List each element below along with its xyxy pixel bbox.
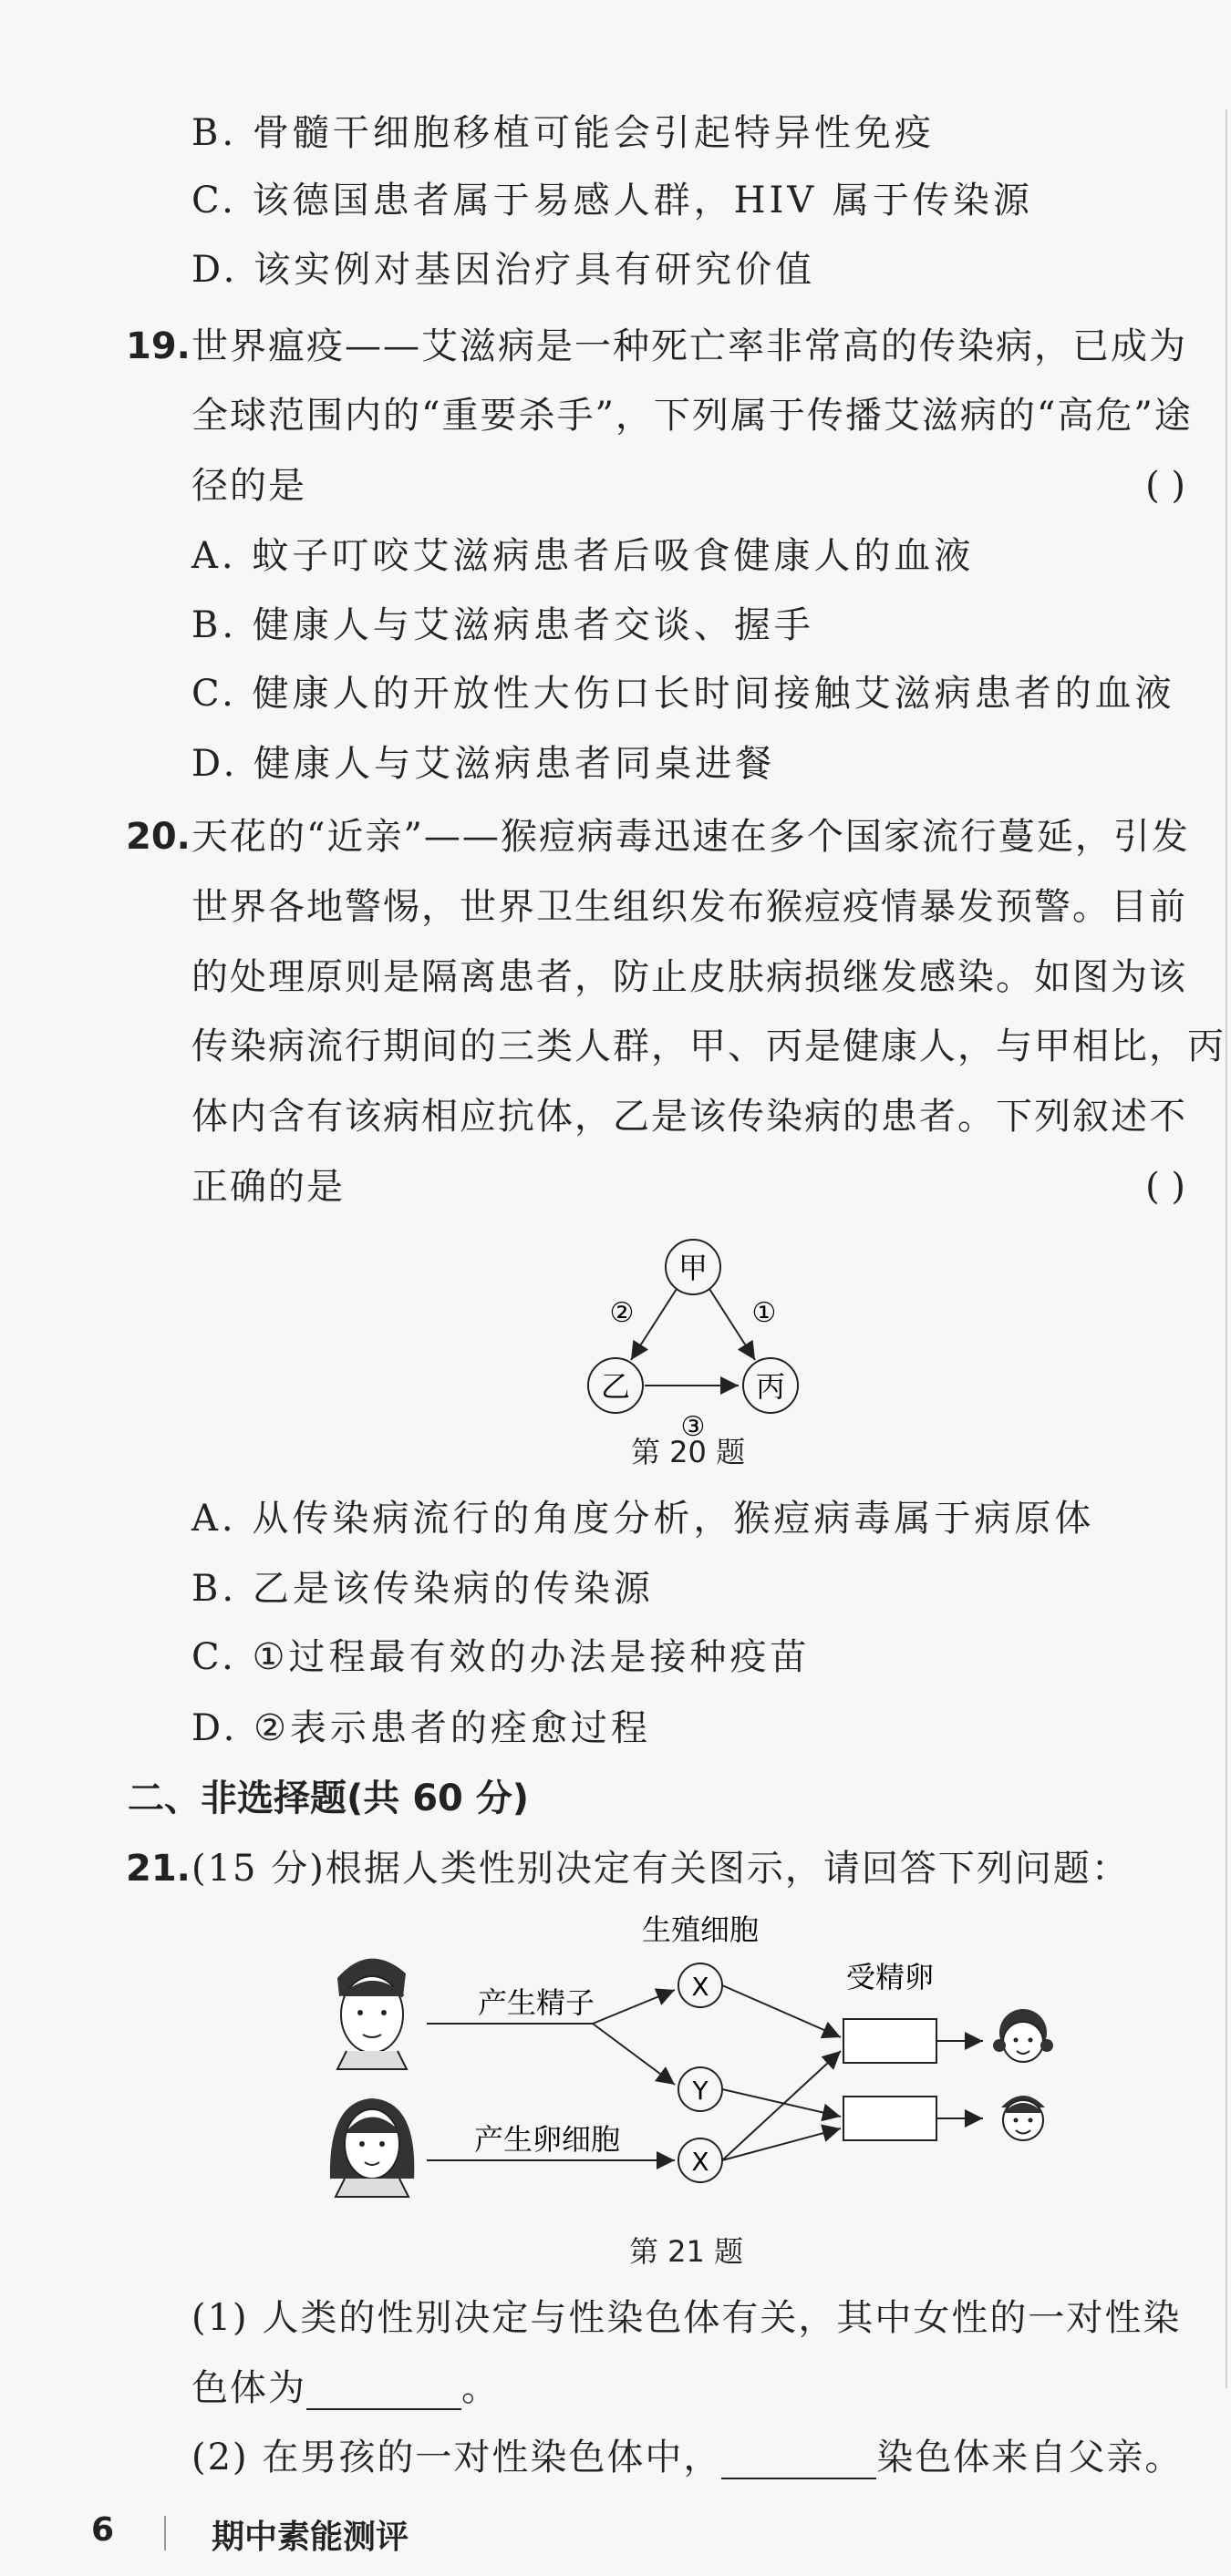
girl-icon xyxy=(993,2009,1053,2062)
q20-stem-line-2: 世界各地警惕，世界卫生组织发布猴痘疫情暴发预警。目前 xyxy=(191,886,1187,928)
q21-caption: 第 21 题 xyxy=(629,2234,744,2269)
q21-sub2-answer-blank[interactable] xyxy=(721,2441,876,2479)
q20-answer-paren: ( ) xyxy=(1145,1166,1185,1208)
q21-stem: (15 分)根据人类性别决定有关图示，请回答下列问题： xyxy=(191,1848,1130,1890)
q20-stem-line-4: 传染病流行期间的三类人群，甲、丙是健康人，与甲相比，丙 xyxy=(191,1025,1226,1067)
q20-option-d: D. ②表示患者的痊愈过程 xyxy=(191,1707,651,1749)
q20-stem-line-6: 正确的是 xyxy=(191,1166,345,1208)
q21-sub2-text-end: 染色体来自父亲。 xyxy=(876,2437,1184,2478)
footer-separator xyxy=(164,2516,166,2550)
fertilized-egg-label: 受精卵 xyxy=(845,1960,935,1994)
q19-option-c: C. 健康人的开放性大伤口长时间接触艾滋病患者的血液 xyxy=(191,673,1175,715)
q21-sub1-answer-blank[interactable] xyxy=(306,2372,461,2410)
sperm-production-label: 产生精子 xyxy=(477,1985,595,2020)
q21-sub1-line-2-end: 。 xyxy=(461,2367,500,2409)
page-number: 6 xyxy=(91,2511,115,2549)
q20-option-a: A. 从传染病流行的角度分析，猴痘病毒属于病原体 xyxy=(191,1498,1095,1540)
gametes-label: 生殖细胞 xyxy=(641,1912,760,1947)
q20-diagram xyxy=(565,1231,821,1458)
q19-stem-line-3: 径的是 xyxy=(191,465,306,507)
q20-stem-line-1: 天花的“近亲”——猴痘病毒迅速在多个国家流行蔓延，引发 xyxy=(191,816,1190,858)
node-yi-label: 乙 xyxy=(600,1369,631,1404)
fertilized-egg-box-2 xyxy=(843,2097,936,2140)
q19-answer-paren: ( ) xyxy=(1145,465,1185,507)
q20-option-c: C. ①过程最有效的办法是接种疫苗 xyxy=(191,1636,811,1678)
q18-option-d: D. 该实例对基因治疗具有研究价值 xyxy=(191,249,816,291)
q21-sub1-line-2 xyxy=(191,2363,500,2414)
q21-sub1-line-1: (1) 人类的性别决定与性染色体有关，其中女性的一对性染 xyxy=(191,2297,1182,2339)
arrow-xsperm-to-box1 xyxy=(722,1985,841,2037)
arrow-jia-to-bing xyxy=(709,1289,755,1360)
q20-number: 20. xyxy=(126,816,191,858)
arrow-label-1: ① xyxy=(751,1297,777,1329)
arrow-to-y-sperm xyxy=(593,2024,675,2085)
q19-number: 19. xyxy=(126,325,191,367)
q20-caption: 第 20 题 xyxy=(631,1435,746,1469)
arrow-jia-to-yi xyxy=(631,1289,677,1360)
section-heading-nonchoice: 二、非选择题(共 60 分) xyxy=(128,1777,530,1819)
q21-sub1-line-2-text: 色体为 xyxy=(191,2367,306,2409)
fertilized-egg-box-1 xyxy=(843,2019,936,2063)
footer-title: 期中素能测评 xyxy=(212,2519,409,2556)
arrow-ysperm-to-box2 xyxy=(722,2089,841,2117)
father-icon xyxy=(337,1959,407,2069)
arrow-label-2: ② xyxy=(609,1297,635,1329)
q19-option-a: A. 蚊子叮咬艾滋病患者后吸食健康人的血液 xyxy=(191,535,975,577)
q21-diagram xyxy=(319,1905,1094,2242)
q19-stem-line-1: 世界瘟疫——艾滋病是一种死亡率非常高的传染病，已成为 xyxy=(191,325,1187,367)
egg-production-label: 产生卵细胞 xyxy=(473,2122,621,2157)
q19-stem-line-2: 全球范围内的“重要杀手”，下列属于传播艾滋病的“高危”途 xyxy=(191,395,1193,437)
boy-icon xyxy=(1001,2096,1045,2140)
gamete-y-sperm-label: Y xyxy=(692,2076,709,2106)
node-jia-label: 甲 xyxy=(678,1251,709,1285)
q19-option-b: B. 健康人与艾滋病患者交谈、握手 xyxy=(191,604,814,646)
mother-icon xyxy=(330,2098,414,2197)
q18-option-c: C. 该德国患者属于易感人群，HIV 属于传染源 xyxy=(191,180,1033,222)
q20-stem-line-3: 的处理原则是隔离患者，防止皮肤病损继发感染。如图为该 xyxy=(191,956,1187,998)
q21-number: 21. xyxy=(126,1848,191,1890)
gamete-x-sperm-label: X xyxy=(691,1972,709,2002)
q20-option-b: B. 乙是该传染病的传染源 xyxy=(191,1568,654,1610)
gamete-x-egg-label: X xyxy=(691,2147,709,2177)
node-bing-label: 丙 xyxy=(755,1369,786,1404)
q18-option-b: B. 骨髓干细胞移植可能会引起特异性免疫 xyxy=(191,112,935,154)
q21-sub2-text: (2) 在男孩的一对性染色体中， xyxy=(191,2437,722,2478)
q20-stem-line-5: 体内含有该病相应抗体，乙是该传染病的患者。下列叙述不 xyxy=(191,1096,1187,1138)
arrow-to-x-sperm xyxy=(593,1990,675,2024)
q21-sub2-line xyxy=(191,2432,1183,2483)
page-edge-rule xyxy=(1226,109,1227,2388)
q19-option-d: D. 健康人与艾滋病患者同桌进餐 xyxy=(191,743,776,785)
arrow-label-3: ③ xyxy=(680,1411,706,1443)
